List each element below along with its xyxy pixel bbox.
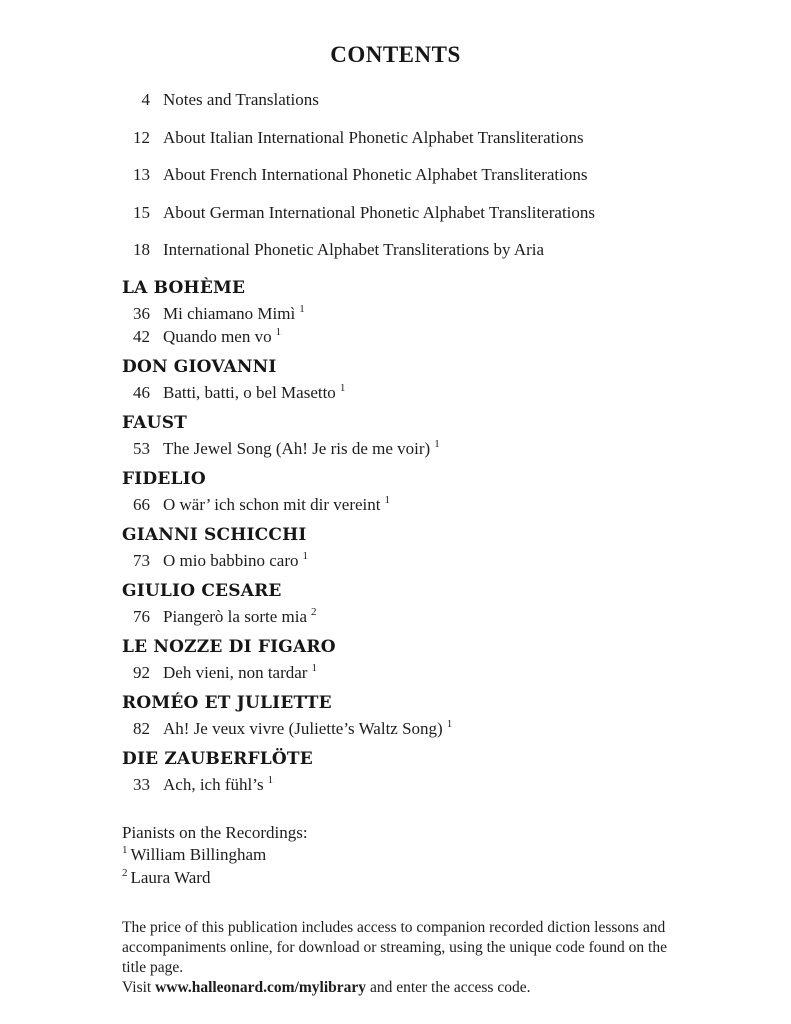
opera-title: FIDELIO: [122, 468, 206, 489]
toc-entry-page: 13: [133, 165, 150, 184]
opera-section-don-giovanni: [122, 357, 731, 404]
opera-section-gianni-schicchi: [122, 525, 731, 572]
toc-entry-title: About German International Phonetic Alphabet Transliterations: [163, 202, 596, 222]
opera-title: LA BOHÈME: [122, 277, 246, 298]
opera-section-die-zauberflote: [122, 749, 731, 796]
aria-entry: [122, 302, 731, 325]
toc-entry-page: 15: [133, 202, 150, 222]
aria-entry: [122, 325, 731, 348]
aria-title-text: O mio babbino caro: [163, 550, 299, 570]
opera-title: DIE ZAUBERFLÖTE: [122, 748, 313, 769]
toc-entry-page: 4: [141, 90, 150, 109]
toc-entry-title: International Phonetic Alphabet Transliterations by Aria: [163, 240, 545, 259]
pianists-block: [122, 822, 731, 890]
access-code-note-line3: [122, 978, 687, 998]
opera-title: GIANNI SCHICCHI: [122, 524, 307, 545]
aria-title-text: Ach, ich fühl’s: [163, 774, 264, 794]
contents-page: [0, 43, 791, 1024]
aria-title-text: Ah! Je veux vivre (Juliette’s Waltz Song): [163, 718, 443, 738]
aria-page: 46: [133, 382, 150, 402]
aria-page: 92: [133, 662, 150, 682]
aria-entry: [122, 493, 731, 516]
access-code-note-line3-suffix: and enter the access code.: [366, 979, 531, 996]
opera-title: FAUST: [122, 412, 188, 433]
aria-title: [163, 437, 440, 460]
footnote-marker: 1: [339, 381, 346, 394]
toc-entry: [122, 203, 731, 223]
aria-entry: [122, 605, 731, 628]
aria-title-text: Batti, batti, o bel Masetto: [163, 382, 336, 402]
opera-section-giulio-cesare: [122, 581, 731, 628]
aria-title-text: Piangerò la sorte mia: [163, 606, 307, 626]
toc-entry-title: Notes and Translations: [163, 90, 319, 109]
mylibrary-url: www.halleonard.com/mylibrary: [155, 979, 367, 996]
toc-body: [122, 90, 731, 998]
page-title: CONTENTS: [330, 42, 461, 67]
opera-section-la-boheme: [122, 278, 731, 348]
footnote-marker: 1: [275, 325, 282, 338]
toc-entry: [122, 128, 731, 148]
footnote-marker: 2: [311, 605, 317, 618]
aria-page: 73: [133, 550, 150, 570]
pianist-entry: [122, 867, 731, 890]
opera-section-faust: [122, 413, 731, 460]
aria-page: 53: [133, 438, 150, 458]
footnote-marker: 1: [122, 844, 128, 857]
aria-title: [163, 549, 308, 572]
toc-entry: [122, 240, 731, 260]
toc-entry: [122, 90, 731, 110]
pianist-name: William Billingham: [130, 845, 267, 864]
aria-entry: [122, 381, 731, 404]
opera-title: LE NOZZE DI FIGARO: [122, 636, 336, 657]
aria-title: [163, 661, 317, 684]
footnote-marker: 1: [384, 493, 390, 506]
footnote-marker: 2: [122, 866, 128, 879]
aria-title-text: Deh vieni, non tardar: [163, 662, 308, 682]
opera-section-romeo-et-juliette: [122, 693, 731, 740]
aria-title-text: Mi chiamano Mimì: [163, 303, 296, 323]
access-code-note: [122, 918, 687, 998]
aria-title: [163, 717, 452, 740]
access-code-note-line1: The price of this publication includes access to companion recorded diction lessons and: [122, 919, 666, 936]
footnote-marker: 1: [311, 661, 317, 674]
aria-entry: [122, 661, 731, 684]
access-code-note-line2: accompaniments online, for download or streaming, using the unique code found on the title page.: [122, 939, 667, 976]
pianist-name: Laura Ward: [130, 867, 211, 887]
aria-page: 76: [133, 606, 150, 626]
opera-title: DON GIOVANNI: [122, 356, 277, 377]
aria-entry: [122, 437, 731, 460]
toc-entry-page: 18: [133, 240, 150, 259]
opera-title: ROMÉO ET JULIETTE: [122, 692, 332, 713]
aria-entry: [122, 717, 731, 740]
footnote-marker: 1: [446, 717, 453, 730]
aria-title-text: The Jewel Song (Ah! Je ris de me voir): [163, 438, 431, 458]
opera-section-le-nozze-di-figaro: [122, 637, 731, 684]
aria-entry: [122, 773, 731, 796]
front-matter-list: [122, 90, 731, 260]
footnote-marker: 1: [267, 773, 274, 786]
footnote-marker: 1: [299, 302, 305, 315]
toc-entry-title: About Italian International Phonetic Alphabet Transliterations: [163, 127, 584, 147]
pianist-entry: [122, 844, 731, 867]
aria-title: [163, 325, 281, 348]
aria-title: [163, 302, 305, 325]
footnote-marker: 1: [434, 437, 440, 450]
aria-title-text: Quando men vo: [163, 326, 272, 346]
aria-page: 36: [133, 303, 150, 323]
toc-entry-page: 12: [133, 127, 150, 147]
toc-entry-title: About French International Phonetic Alphabet Transliterations: [163, 165, 588, 184]
aria-page: 66: [133, 494, 150, 514]
aria-title-text: O wär’ ich schon mit dir vereint: [163, 494, 381, 514]
opera-section-fidelio: [122, 469, 731, 516]
aria-page: 42: [133, 326, 150, 346]
opera-title: GIULIO CESARE: [122, 580, 282, 601]
pianists-heading: Pianists on the Recordings:: [122, 822, 308, 842]
aria-title: [163, 605, 317, 628]
aria-page: 33: [133, 774, 150, 794]
toc-entry: [122, 165, 731, 185]
access-code-note-line3-prefix: Visit: [122, 979, 156, 996]
aria-page: 82: [133, 718, 150, 738]
aria-entry: [122, 549, 731, 572]
aria-title: [163, 381, 345, 404]
footnote-marker: 1: [302, 549, 308, 562]
aria-title: [163, 773, 273, 796]
aria-title: [163, 493, 390, 516]
